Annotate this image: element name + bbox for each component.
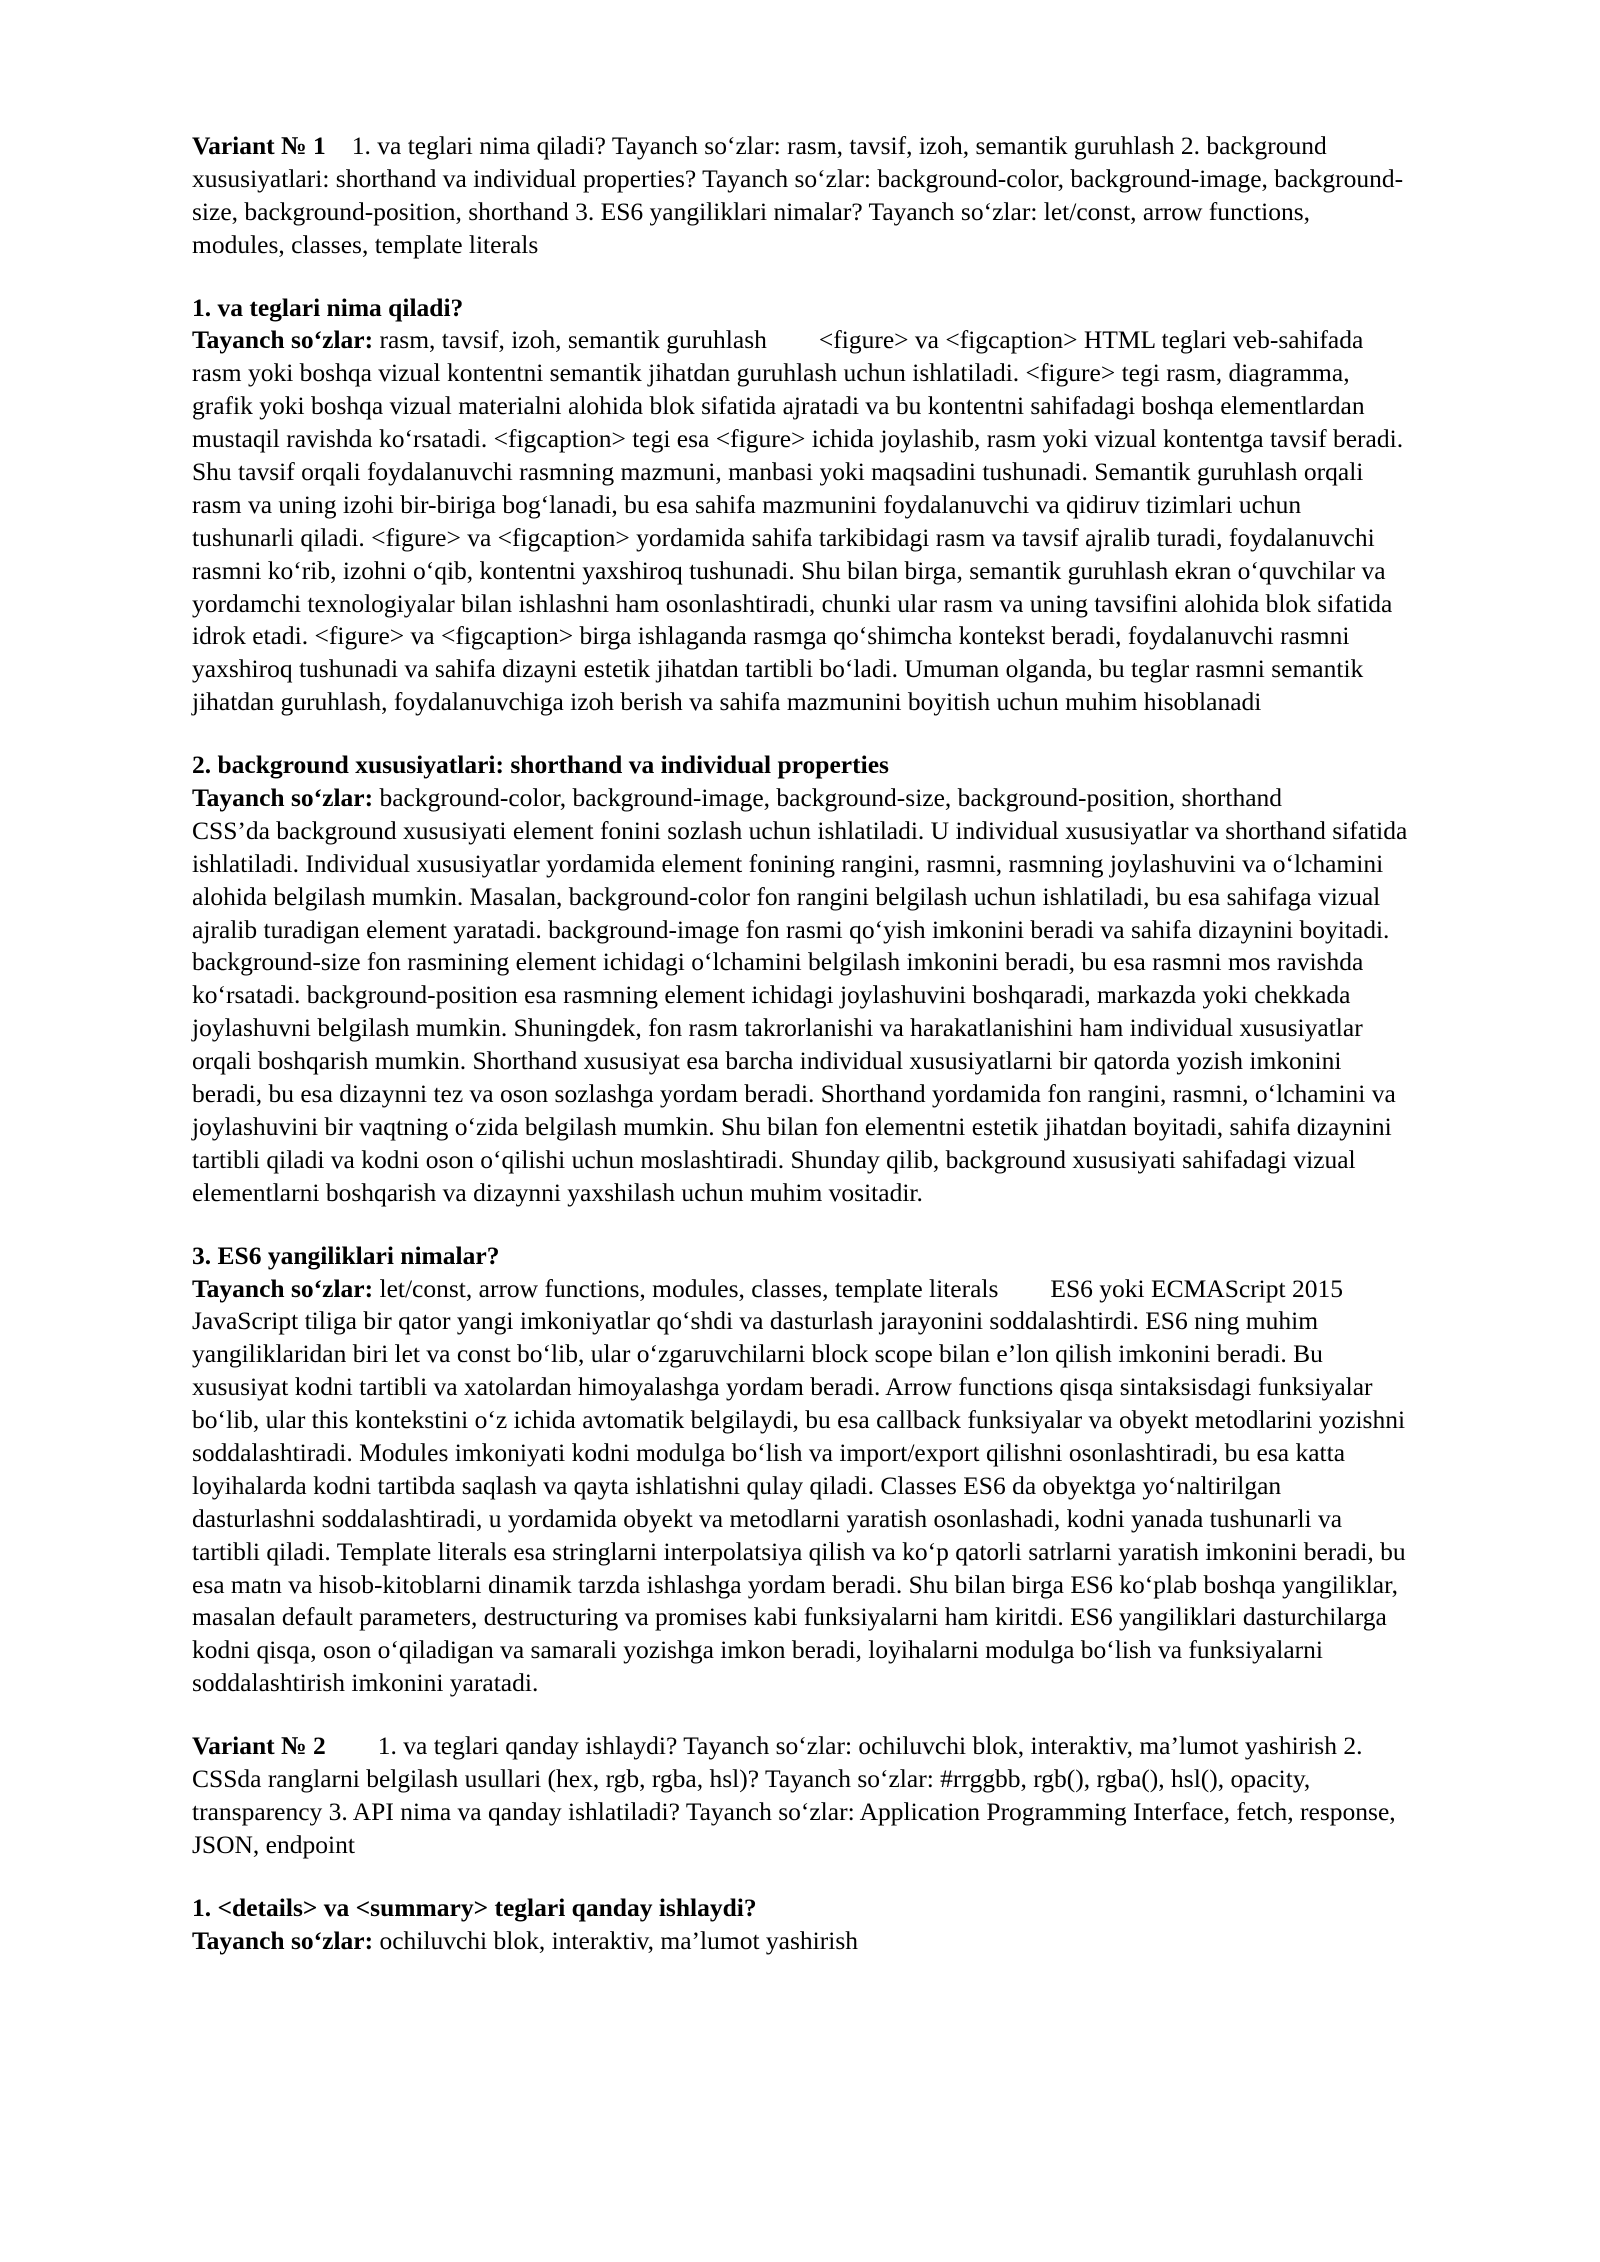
spacer-2 [192,719,1408,749]
section-1-body: <figure> va <figcaption> HTML teglari veb-sahifada rasm yoki boshqa vizual kontentni semantik jihatdan guruhlash uchun ishlatiladi. <figure> tegi rasm, diagramma, grafik yoki boshqa vizual materialni alohida blok sifatida ajratadi va bu kontentni sahifadagi boshqa elementlardan mustaqil ravishda ko‘rsatadi. <figcaption> tegi esa <figure> ichida joylashib, rasm yoki vizual kontentga tavsif beradi. Shu tavsif orqali foydalanuvchi rasmning mazmuni, manbasi yoki maqsadini tushunadi. Semantik guruhlash orqali rasm va uning izohi bir-biriga bog‘lanadi, bu esa sahifa mazmunini foydalanuvchi va qidiruv tizimlari uchun tushunarli qiladi. <figure> va <figcaption> yordamida sahifa tarkibidagi rasm va tavsif ajralib turadi, foydalanuvchi rasmni ko‘rib, izohni o‘qib, kontentni yaxshiroq tushunadi. Shu bilan birga, semantik guruhlash ekran o‘quvchilar va yordamchi texnologiyalar bilan ishlashni ham osonlashtiradi, chunki ular rasm va uning tavsifini alohida blok sifatida idrok etadi. <figure> va <figcaption> birga ishlaganda rasmga qo‘shimcha kontekst beradi, foydalanuvchi rasmni yaxshiroq tushunadi va sahifa dizayni estetik jihatdan tartibli bo‘ladi. Umuman olganda, bu teglar rasmni semantik jihatdan guruhlash, foydalanuvchiga izoh berish va sahifa mazmunini boyitish uchun muhim hisoblanadi [192,325,1404,717]
section-1-content [192,324,1408,719]
section-3-content [192,1273,1408,1701]
spacer-5 [192,1862,1408,1892]
section-4-content [192,1925,1408,1958]
section-2-body: CSS’da background xususiyati element fonini sozlash uchun ishlatiladi. U individual xususiyatlar va shorthand sifatida ishlatiladi. Individual xususiyatlar yordamida element fonining rangini, rasmni, rasmning joylashuvini va o‘lchamini alohida belgilash mumkin. Masalan, background-color fon rangini belgilash uchun ishlatiladi, bu esa sahifaga vizual ajralib turadigan element yaratadi. background-image fon rasmi qo‘yish imkonini beradi va sahifa dizaynini boyitadi. background-size fon rasmining element ichidagi o‘lchamini belgilash imkonini beradi, bu esa rasmni mos ravishda ko‘rsatadi. background-position esa rasmning element ichidagi joylashuvini boshqaradi, markazda yoki chekkada joylashuvni belgilash mumkin. Shuningdek, fon rasm takrorlanishi va harakatlanishini ham individual xususiyatlar orqali boshqarish mumkin. Shorthand xususiyat esa barcha individual xususiyatlarni bir qatorda yozish imkonini beradi, bu esa dizaynni tez va oson sozlashga yordam beradi. Shorthand yordamida fon rangini, rasmni, o‘lchamini va joylashuvini bir vaqtning o‘zida belgilash mumkin. Shu bilan fon elementni estetik jihatdan boyitadi, sahifa dizaynini tartibli qiladi va kodni oson o‘qilishi uchun moslashtiradi. Shunday qilib, background xususiyati sahifadagi vizual elementlarni boshqarish va dizaynni yaxshilash uchun muhim vositadir. [192,815,1408,1207]
section-3-keywords-label: Tayanch so‘zlar: [192,1273,374,1303]
section-4-keywords: ochiluvchi blok, interaktiv, ma’lumot yashirish [379,1925,858,1955]
document-body [192,130,1408,1957]
variant-1-intro [192,130,1408,262]
section-3-keywords: let/const, arrow functions, modules, classes, template literals [379,1273,999,1303]
variant-2-intro [192,1730,1408,1862]
section-2-heading: 2. background xususiyatlari: shorthand va individual properties [192,750,889,780]
spacer-4 [192,1700,1408,1730]
spacer-3 [192,1210,1408,1240]
section-2-content [192,782,1408,1210]
variant-1-label: Variant № 1 [192,131,326,160]
variant-2-prompt: 1. va teglari qanday ishlaydi? Tayanch so‘zlar: ochiluvchi blok, interaktiv, ma’lumot yashirish 2. CSSda ranglarni belgilash usullari (hex, rgb, rgba, hsl)? Tayanch so‘zlar: #rrggbb, rgb(), rgba(), hsl(), opacity, transparency 3. API nima va qanday ishlatiladi? Tayanch so‘zlar: Application Programming Interface, fetch, response, JSON, endpoint [192,1731,1396,1859]
spacer-1 [192,262,1408,292]
section-4-keywords-label: Tayanch so‘zlar: [192,1925,374,1955]
section-3-heading: 3. ES6 yangiliklari nimalar? [192,1240,500,1270]
section-2-keywords-label: Tayanch so‘zlar: [192,783,374,813]
section-4-heading: 1. <details> va <summary> teglari qanday ishlaydi? [192,1892,757,1922]
section-1-keywords: rasm, tavsif, izoh, semantik guruhlash [379,325,767,355]
variant-2-label: Variant № 2 [192,1731,326,1761]
section-1-keywords-label: Tayanch so‘zlar: [192,325,374,355]
section-1-heading: 1. va teglari nima qiladi? [192,292,464,322]
variant-1-prompt: 1. va teglari nima qiladi? Tayanch so‘zlar: rasm, tavsif, izoh, semantik guruhlash 2. background xususiyatlari: shorthand va individual properties? Tayanch so‘zlar: background-color, background-image, background-size, background-position, shorthand 3. ES6 yangiliklari nimalar? Tayanch so‘zlar: let/const, arrow functions, modules, classes, template literals [192,131,1404,259]
section-3-body: ES6 yoki ECMAScript 2015 JavaScript tiliga bir qator yangi imkoniyatlar qo‘shdi va dasturlash jarayonini soddalashtirdi. ES6 ning muhim yangiliklaridan biri let va const bo‘lib, ular o‘zgaruvchilarni block scope bilan e’lon qilish imkonini beradi. Bu xususiyat kodni tartibli va xatolardan himoyalashga yordam beradi. Arrow functions qisqa sintaksisdagi funksiyalar bo‘lib, ular this kontekstini o‘z ichida avtomatik belgilaydi, bu esa callback funksiyalar va obyekt metodlarini yozishni soddalashtiradi. Modules imkoniyati kodni modulga bo‘lish va import/export qilishni osonlashtiradi, bu esa katta loyihalarda kodni tartibda saqlash va qayta ishlatishni qulay qiladi. Classes ES6 da obyektga yo‘naltirilgan dasturlashni soddalashtiradi, u yordamida obyekt va metodlarni yaratish osonlashadi, kodni yanada tushunarli va tartibli qiladi. Template literals esa stringlarni interpolatsiya qilish va ko‘p qatorli satrlarni yaratish imkonini beradi, bu esa matn va hisob-kitoblarni dinamik tarzda ishlashga yordam beradi. Shu bilan birga ES6 ko‘plab boshqa yangiliklar, masalan default parameters, destructuring va promises kabi funksiyalarni ham kiritdi. ES6 yangiliklari dasturchilarga kodni qisqa, oson o‘qiladigan va samarali yozishga imkon beradi, loyihalarni modulga bo‘lish va funksiyalarni soddalashtirish imkonini yaratadi. [192,1273,1406,1698]
section-2-keywords: background-color, background-image, background-size, background-position, shorthand [379,783,1283,813]
